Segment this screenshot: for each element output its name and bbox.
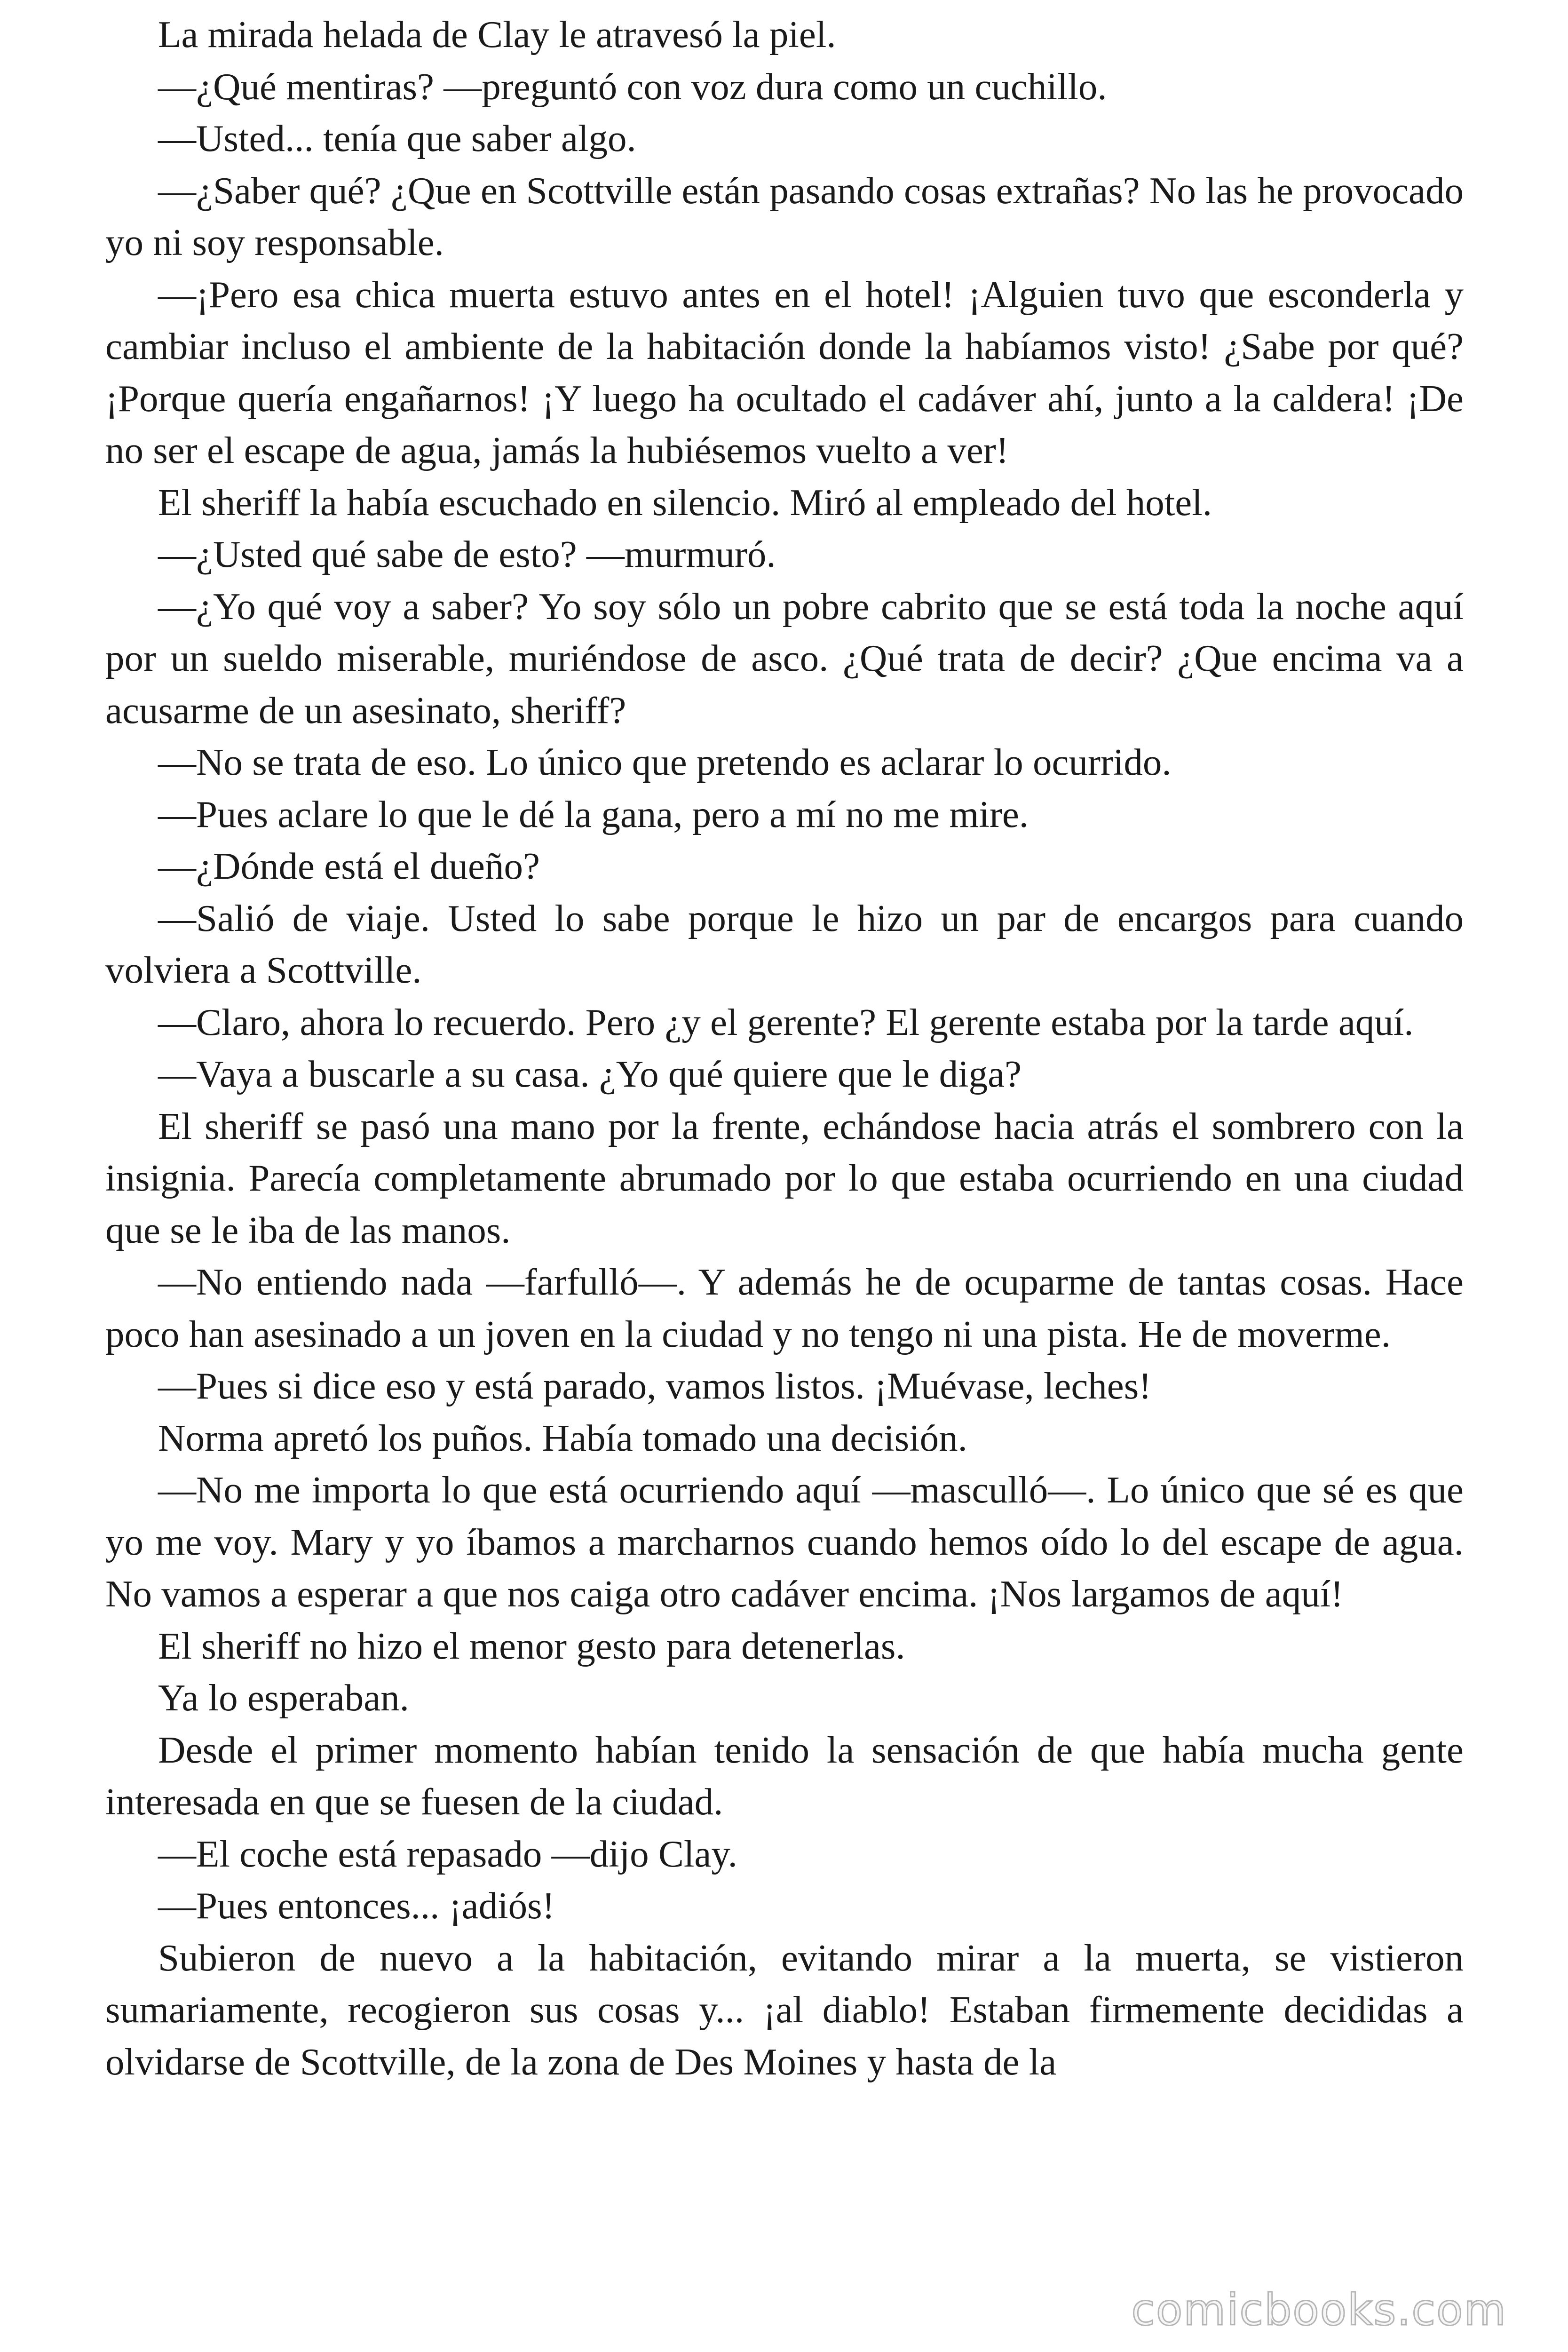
paragraph: —Claro, ahora lo recuerdo. Pero ¿y el gerente? El gerente estaba por la tarde aquí.: [158, 1001, 1414, 1043]
paragraph: El sheriff no hizo el menor gesto para detenerlas.: [158, 1624, 905, 1667]
paragraph: —¿Usted qué sabe de esto? —murmuró.: [158, 533, 776, 575]
paragraph: —El coche está repasado —dijo Clay.: [158, 1832, 737, 1875]
watermark: comicbooks.com: [1131, 2285, 1507, 2335]
paragraph: —¡Pero esa chica muerta estuvo antes en el hotel! ¡Alguien tuvo que esconderla y cambiar incluso el ambiente de la habitación donde la habíamos visto! ¿Sabe por qué? ¡Porque quería engañarnos! ¡Y luego ha ocultado el cadáver ahí, junto a la caldera! ¡De no ser el escape de agua, jamás la hubiésemos vuelto a ver!: [105, 273, 1464, 471]
paragraph: —¿Saber qué? ¿Que en Scottville están pasando cosas extrañas? No las he provocado yo ni soy responsable.: [105, 169, 1464, 263]
paragraph: —¿Dónde está el dueño?: [158, 845, 540, 887]
paragraph: —Pues aclare lo que le dé la gana, pero a mí no me mire.: [158, 793, 1029, 835]
paragraph: —Pues entonces... ¡adiós!: [158, 1884, 555, 1927]
paragraph: —No me importa lo que está ocurriendo aquí —masculló—. Lo único que sé es que yo me voy. Mary y yo íbamos a marcharnos cuando hemos oído lo del escape de agua. No vamos a esperar a que nos caiga otro cadáver encima. ¡Nos largamos de aquí!: [105, 1469, 1464, 1615]
paragraph: —Usted... tenía que saber algo.: [158, 117, 636, 159]
paragraph: —Salió de viaje. Usted lo sabe porque le hizo un par de encargos para cuando volviera a Scottville.: [105, 897, 1464, 991]
paragraph: Subieron de nuevo a la habitación, evitando mirar a la muerta, se vistieron sumariamente, recogieron sus cosas y... ¡al diablo! Estaban firmemente decididas a olvidarse de Scottville, de la zona de Des Moines y hasta de la: [105, 1936, 1464, 2083]
body-text: [105, 8, 1464, 2088]
paragraph: Desde el primer momento habían tenido la sensación de que había mucha gente interesada en que se fuesen de la ciudad.: [105, 1728, 1464, 1823]
paragraph: El sheriff la había escuchado en silencio. Miró al empleado del hotel.: [158, 481, 1212, 524]
paragraph: La mirada helada de Clay le atravesó la piel.: [158, 13, 836, 56]
paragraph: —¿Qué mentiras? —preguntó con voz dura como un cuchillo.: [158, 65, 1107, 108]
paragraph: El sheriff se pasó una mano por la frente, echándose hacia atrás el sombrero con la insignia. Parecía completamente abrumado por lo que estaba ocurriendo en una ciudad que se le iba de las manos.: [105, 1104, 1464, 1251]
paragraph: Norma apretó los puños. Había tomado una decisión.: [158, 1416, 967, 1459]
paragraph: —No entiendo nada —farfulló—. Y además he de ocuparme de tantas cosas. Hace poco han asesinado a un joven en la ciudad y no tengo ni una pista. He de moverme.: [105, 1261, 1464, 1355]
paragraph: —Pues si dice eso y está parado, vamos listos. ¡Muévase, leches!: [158, 1365, 1152, 1407]
paragraph: Ya lo esperaban.: [158, 1677, 409, 1719]
paragraph: —No se trata de eso. Lo único que pretendo es aclarar lo ocurrido.: [158, 741, 1172, 783]
paragraph: —¿Yo qué voy a saber? Yo soy sólo un pobre cabrito que se está toda la noche aquí por un sueldo miserable, muriéndose de asco. ¿Qué trata de decir? ¿Que encima va a acusarme de un asesinato, sheriff?: [105, 585, 1464, 731]
paragraph: —Vaya a buscarle a su casa. ¿Yo qué quiere que le diga?: [158, 1053, 1022, 1095]
